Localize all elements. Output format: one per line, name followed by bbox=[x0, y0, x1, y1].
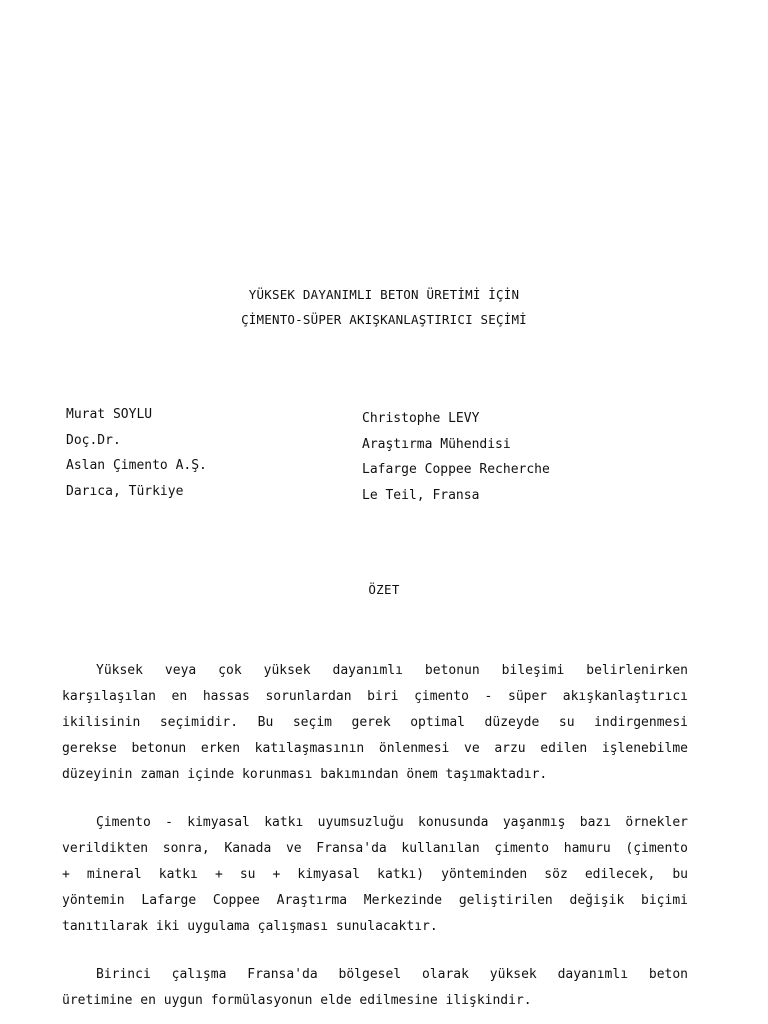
paragraph-line: gerekse betonun erken katılaşmasının önlenmesi ve arzu edilen işlenebilme bbox=[62, 741, 688, 756]
paragraph-line: karşılaşılan en hassas sorunlardan biri çimento - süper akışkanlaştırıcı bbox=[62, 689, 688, 704]
author-location: Darıca, Türkiye bbox=[66, 483, 184, 499]
paragraph-line: düzeyinin zaman içinde korunması bakımından önem taşımaktadır. bbox=[62, 767, 548, 782]
paragraph-line: üretimine en uygun formülasyonun elde edilmesine ilişkindir. bbox=[62, 993, 532, 1008]
author-title: Araştırma Mühendisi bbox=[362, 436, 511, 452]
author-block-1 bbox=[66, 402, 207, 504]
title-line-2: ÇİMENTO-SÜPER AKIŞKANLAŞTIRICI SEÇİMİ bbox=[241, 312, 527, 327]
abstract-paragraph-1 bbox=[62, 658, 688, 788]
paper-title bbox=[0, 282, 768, 332]
author-name: Christophe LEVY bbox=[362, 411, 480, 426]
paragraph-line: yöntemin Lafarge Coppee Araştırma Merkezinde geliştirilen değişik biçimi bbox=[62, 893, 688, 908]
paragraph-line: Yüksek veya çok yüksek dayanımlı betonun bileşimi belirlenirken bbox=[96, 663, 688, 678]
author-location: Le Teil, Fransa bbox=[362, 487, 480, 503]
paragraph-line: Çimento - kimyasal katkı uyumsuzluğu konusunda yaşanmış bazı örnekler bbox=[96, 815, 688, 830]
title-line-1: YÜKSEK DAYANIMLI BETON ÜRETİMİ İÇİN bbox=[248, 287, 520, 302]
paragraph-line: tanıtılarak iki uygulama çalışması sunulacaktır. bbox=[62, 919, 438, 934]
author-affiliation: Lafarge Coppee Recherche bbox=[362, 462, 550, 477]
abstract-paragraph-3 bbox=[62, 962, 688, 1014]
abstract-heading: ÖZET bbox=[368, 582, 400, 597]
abstract-paragraph-2 bbox=[62, 810, 688, 940]
paragraph-line: ikilisinin seçimidir. Bu seçim gerek optimal düzeyde su indirgenmesi bbox=[62, 715, 688, 730]
paragraph-line: Birinci çalışma Fransa'da bölgesel olarak yüksek dayanımlı beton bbox=[96, 967, 688, 982]
paragraph-line: verildikten sonra, Kanada ve Fransa'da kullanılan çimento hamuru (çimento bbox=[62, 841, 688, 856]
author-name: Murat SOYLU bbox=[66, 407, 153, 422]
paragraph-line: + mineral katkı + su + kimyasal katkı) yönteminden söz edilecek, bu bbox=[62, 867, 688, 882]
author-affiliation: Aslan Çimento A.Ş. bbox=[66, 458, 207, 473]
author-block-2 bbox=[362, 406, 550, 508]
author-title: Doç.Dr. bbox=[66, 432, 121, 448]
